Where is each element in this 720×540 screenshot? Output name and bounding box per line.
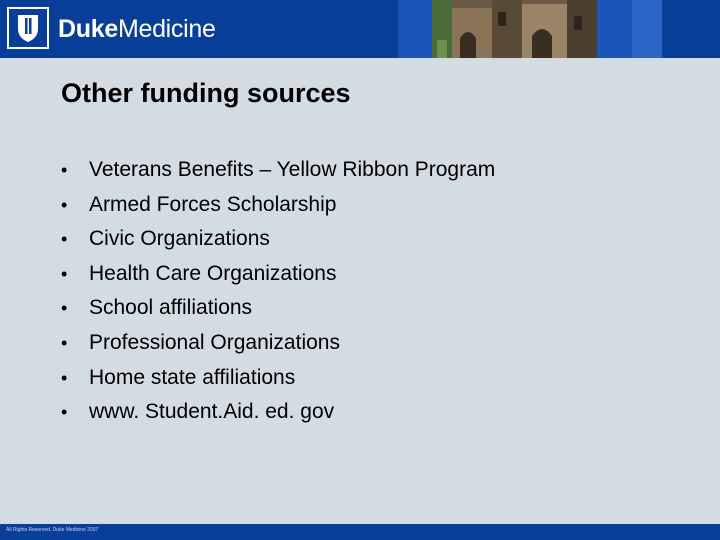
duke-shield-icon [7, 7, 49, 49]
bullet-icon: • [61, 263, 68, 284]
logo-regular-text: Medicine [117, 15, 216, 43]
bullet-icon: • [61, 402, 68, 423]
bullet-text: Civic Organizations [89, 227, 270, 251]
bullet-icon: • [61, 298, 68, 319]
bullet-icon: • [61, 367, 68, 388]
bullet-text: Home state affiliations [89, 365, 296, 389]
bullet-icon: • [61, 160, 68, 180]
header-stripe [597, 0, 632, 58]
footer-bar [0, 524, 720, 540]
campus-photo [432, 0, 597, 58]
header-stripe [398, 0, 434, 58]
list-item [61, 366, 495, 401]
bullet-text: Health Care Organizations [89, 261, 337, 285]
header-banner [0, 0, 720, 58]
footer-copyright: All Rights Reserved, Duke Medicine 2007 [6, 527, 99, 533]
bullet-text: Veterans Benefits – Yellow Ribbon Program [89, 158, 496, 181]
list-item [61, 227, 495, 262]
list-item [61, 400, 495, 435]
header-stripe [632, 0, 662, 58]
logo-bold-text: Duke [58, 15, 118, 43]
list-item [61, 331, 495, 366]
list-item [61, 296, 495, 331]
list-item [61, 193, 495, 228]
bullet-icon: • [61, 229, 68, 250]
bullet-text: School affiliations [89, 296, 253, 320]
list-item [61, 262, 495, 297]
bullet-text: Professional Organizations [89, 330, 340, 354]
bullet-list [61, 158, 495, 435]
logo-wordmark [58, 14, 216, 44]
bullet-text: Armed Forces Scholarship [89, 192, 337, 216]
bullet-text: www. Student.Aid. ed. gov [89, 400, 335, 424]
slide-title: Other funding sources [61, 78, 351, 108]
list-item [61, 158, 495, 193]
bullet-icon: • [61, 194, 68, 215]
bullet-icon: • [61, 332, 68, 353]
